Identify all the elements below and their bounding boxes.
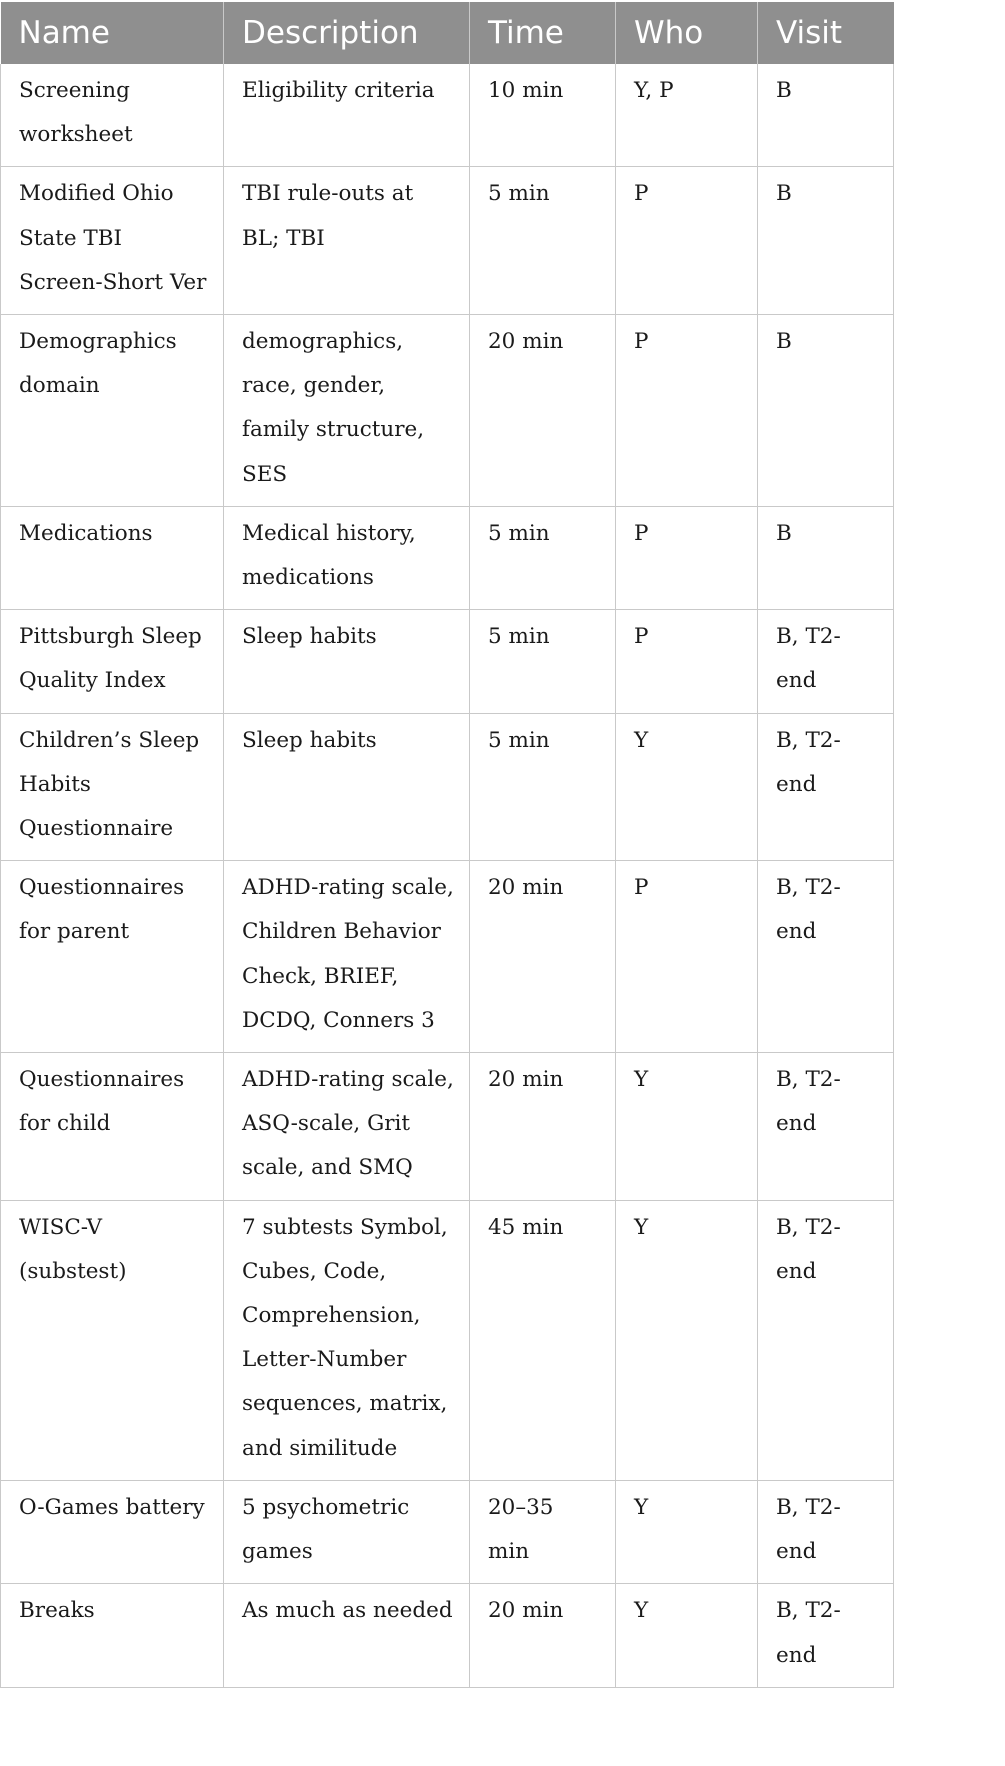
header-description: Description — [224, 2, 470, 64]
cell-name: WISC-V (substest) — [1, 1200, 224, 1480]
cell-who: P — [616, 861, 758, 1053]
cell-who: P — [616, 610, 758, 713]
cell-name: Screening worksheet — [1, 64, 224, 167]
table-body — [1, 64, 894, 1687]
cell-who: Y — [616, 1200, 758, 1480]
cell-description: ADHD-rating scale, Children Behavior Check, BRIEF, DCDQ, Conners 3 — [224, 861, 470, 1053]
header-time: Time — [470, 2, 616, 64]
header-row — [1, 2, 894, 64]
cell-time: 10 min — [470, 64, 616, 167]
cell-who: Y — [616, 1584, 758, 1687]
table-row — [1, 610, 894, 713]
cell-time: 5 min — [470, 506, 616, 609]
cell-time: 20 min — [470, 861, 616, 1053]
cell-who: P — [616, 167, 758, 315]
table-row — [1, 1584, 894, 1687]
cell-description: TBI rule-outs at BL; TBI — [224, 167, 470, 315]
cell-visit: B, T2-end — [758, 1480, 894, 1583]
cell-visit: B, T2-end — [758, 1584, 894, 1687]
header-visit: Visit — [758, 2, 894, 64]
cell-description: 5 psychometric games — [224, 1480, 470, 1583]
cell-visit: B — [758, 506, 894, 609]
cell-visit: B, T2-end — [758, 1200, 894, 1480]
cell-visit: B — [758, 315, 894, 507]
cell-name: Modified Ohio State TBI Screen-Short Ver — [1, 167, 224, 315]
cell-time: 5 min — [470, 167, 616, 315]
cell-time: 20–35 min — [470, 1480, 616, 1583]
cell-visit: B, T2-end — [758, 713, 894, 861]
table-row — [1, 64, 894, 167]
cell-time: 20 min — [470, 1053, 616, 1201]
cell-time: 5 min — [470, 713, 616, 861]
cell-visit: B — [758, 64, 894, 167]
table-row — [1, 315, 894, 507]
cell-description: Sleep habits — [224, 610, 470, 713]
cell-name: Questionnaires for parent — [1, 861, 224, 1053]
table-row — [1, 1200, 894, 1480]
cell-who: Y, P — [616, 64, 758, 167]
header-name: Name — [1, 2, 224, 64]
table-header — [1, 2, 894, 64]
cell-visit: B, T2-end — [758, 861, 894, 1053]
table-row — [1, 713, 894, 861]
cell-who: Y — [616, 1480, 758, 1583]
cell-description: ADHD-rating scale, ASQ-scale, Grit scale, and SMQ — [224, 1053, 470, 1201]
cell-description: demographics, race, gender, family structure, SES — [224, 315, 470, 507]
table-row — [1, 861, 894, 1053]
table-row — [1, 1480, 894, 1583]
cell-description: Eligibility criteria — [224, 64, 470, 167]
cell-name: Children’s Sleep Habits Questionnaire — [1, 713, 224, 861]
cell-who: Y — [616, 713, 758, 861]
cell-who: P — [616, 506, 758, 609]
cell-visit: B — [758, 167, 894, 315]
cell-time: 45 min — [470, 1200, 616, 1480]
table-row — [1, 167, 894, 315]
cell-who: Y — [616, 1053, 758, 1201]
header-who: Who — [616, 2, 758, 64]
cell-time: 20 min — [470, 1584, 616, 1687]
cell-name: O-Games battery — [1, 1480, 224, 1583]
cell-name: Demographics domain — [1, 315, 224, 507]
cell-description: Sleep habits — [224, 713, 470, 861]
cell-visit: B, T2-end — [758, 1053, 894, 1201]
table-row — [1, 506, 894, 609]
cell-time: 5 min — [470, 610, 616, 713]
cell-name: Questionnaires for child — [1, 1053, 224, 1201]
cell-name: Pittsburgh Sleep Quality Index — [1, 610, 224, 713]
cell-name: Breaks — [1, 1584, 224, 1687]
cell-time: 20 min — [470, 315, 616, 507]
cell-description: 7 subtests Symbol, Cubes, Code, Comprehension, Letter-Number sequences, matrix, and similitude — [224, 1200, 470, 1480]
assessment-table-container — [0, 2, 893, 1688]
cell-description: As much as needed — [224, 1584, 470, 1687]
cell-name: Medications — [1, 506, 224, 609]
cell-visit: B, T2-end — [758, 610, 894, 713]
cell-who: P — [616, 315, 758, 507]
table-row — [1, 1053, 894, 1201]
assessment-table — [0, 2, 894, 1688]
cell-description: Medical history, medications — [224, 506, 470, 609]
